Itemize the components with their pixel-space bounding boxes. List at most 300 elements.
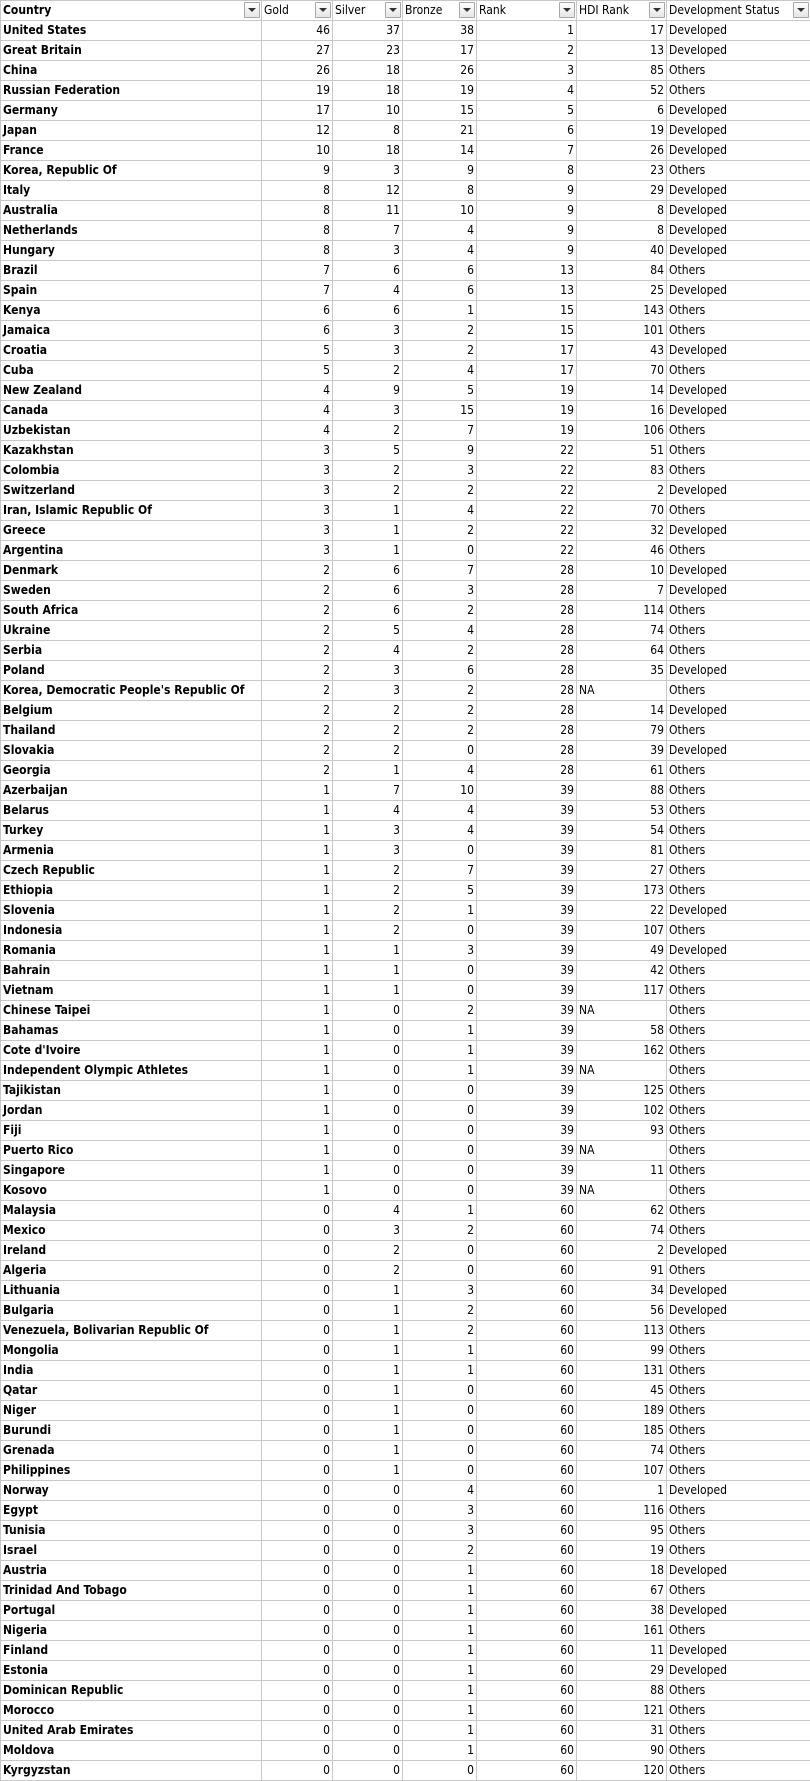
cell-bronze[interactable]: 4	[403, 801, 477, 821]
cell-country[interactable]: Malaysia	[1, 1201, 262, 1221]
cell-hdi-rank[interactable]: 40	[577, 241, 667, 261]
cell-silver[interactable]: 0	[333, 1141, 403, 1161]
cell-hdi-rank[interactable]: 14	[577, 381, 667, 401]
cell-country[interactable]: Great Britain	[1, 41, 262, 61]
cell-silver[interactable]: 3	[333, 401, 403, 421]
cell-bronze[interactable]: 1	[403, 1041, 477, 1061]
cell-hdi-rank[interactable]: 26	[577, 141, 667, 161]
cell-gold[interactable]: 7	[262, 261, 333, 281]
cell-development-status[interactable]: Developed	[667, 241, 810, 261]
cell-development-status[interactable]: Developed	[667, 121, 810, 141]
cell-rank[interactable]: 39	[477, 1161, 577, 1181]
cell-country[interactable]: Hungary	[1, 241, 262, 261]
cell-silver[interactable]: 6	[333, 601, 403, 621]
cell-gold[interactable]: 0	[262, 1501, 333, 1521]
cell-rank[interactable]: 60	[477, 1341, 577, 1361]
cell-rank[interactable]: 6	[477, 121, 577, 141]
cell-silver[interactable]: 0	[333, 1621, 403, 1641]
cell-silver[interactable]: 0	[333, 1161, 403, 1181]
cell-gold[interactable]: 0	[262, 1321, 333, 1341]
cell-rank[interactable]: 60	[477, 1461, 577, 1481]
filter-dropdown-icon[interactable]	[385, 2, 401, 18]
cell-silver[interactable]: 2	[333, 921, 403, 941]
cell-country[interactable]: Colombia	[1, 461, 262, 481]
cell-silver[interactable]: 3	[333, 341, 403, 361]
cell-development-status[interactable]: Developed	[667, 581, 810, 601]
cell-gold[interactable]: 0	[262, 1641, 333, 1661]
cell-country[interactable]: Netherlands	[1, 221, 262, 241]
cell-bronze[interactable]: 3	[403, 941, 477, 961]
cell-country[interactable]: Denmark	[1, 561, 262, 581]
cell-country[interactable]: Jamaica	[1, 321, 262, 341]
cell-hdi-rank[interactable]: 29	[577, 181, 667, 201]
cell-rank[interactable]: 22	[477, 481, 577, 501]
cell-development-status[interactable]: Others	[667, 1221, 810, 1241]
cell-hdi-rank[interactable]: 189	[577, 1401, 667, 1421]
cell-rank[interactable]: 28	[477, 761, 577, 781]
cell-silver[interactable]: 23	[333, 41, 403, 61]
cell-hdi-rank[interactable]: 117	[577, 981, 667, 1001]
cell-hdi-rank[interactable]: 10	[577, 561, 667, 581]
cell-bronze[interactable]: 0	[403, 1461, 477, 1481]
cell-bronze[interactable]: 1	[403, 1641, 477, 1661]
cell-silver[interactable]: 0	[333, 1061, 403, 1081]
filter-dropdown-icon[interactable]	[459, 2, 475, 18]
cell-silver[interactable]: 7	[333, 221, 403, 241]
cell-development-status[interactable]: Others	[667, 1141, 810, 1161]
cell-country[interactable]: Indonesia	[1, 921, 262, 941]
cell-country[interactable]: Georgia	[1, 761, 262, 781]
cell-bronze[interactable]: 7	[403, 421, 477, 441]
cell-gold[interactable]: 0	[262, 1281, 333, 1301]
cell-gold[interactable]: 0	[262, 1381, 333, 1401]
cell-gold[interactable]: 1	[262, 861, 333, 881]
cell-hdi-rank[interactable]: 161	[577, 1621, 667, 1641]
cell-bronze[interactable]: 2	[403, 1541, 477, 1561]
cell-hdi-rank[interactable]: 85	[577, 61, 667, 81]
cell-gold[interactable]: 0	[262, 1441, 333, 1461]
cell-bronze[interactable]: 2	[403, 321, 477, 341]
cell-country[interactable]: Poland	[1, 661, 262, 681]
cell-development-status[interactable]: Others	[667, 1381, 810, 1401]
cell-development-status[interactable]: Others	[667, 1041, 810, 1061]
cell-rank[interactable]: 39	[477, 781, 577, 801]
cell-country[interactable]: Tajikistan	[1, 1081, 262, 1101]
cell-rank[interactable]: 39	[477, 1101, 577, 1121]
cell-silver[interactable]: 0	[333, 1521, 403, 1541]
cell-silver[interactable]: 0	[333, 1761, 403, 1781]
cell-gold[interactable]: 1	[262, 961, 333, 981]
cell-bronze[interactable]: 1	[403, 1061, 477, 1081]
cell-hdi-rank[interactable]: 90	[577, 1741, 667, 1761]
cell-bronze[interactable]: 4	[403, 761, 477, 781]
cell-rank[interactable]: 39	[477, 921, 577, 941]
cell-silver[interactable]: 0	[333, 1181, 403, 1201]
cell-hdi-rank[interactable]: 43	[577, 341, 667, 361]
cell-gold[interactable]: 0	[262, 1521, 333, 1541]
filter-dropdown-icon[interactable]	[559, 2, 575, 18]
cell-rank[interactable]: 15	[477, 321, 577, 341]
cell-gold[interactable]: 3	[262, 441, 333, 461]
cell-development-status[interactable]: Developed	[667, 1561, 810, 1581]
cell-bronze[interactable]: 10	[403, 781, 477, 801]
cell-bronze[interactable]: 4	[403, 361, 477, 381]
cell-rank[interactable]: 39	[477, 941, 577, 961]
cell-hdi-rank[interactable]: 88	[577, 781, 667, 801]
cell-silver[interactable]: 6	[333, 561, 403, 581]
cell-gold[interactable]: 5	[262, 361, 333, 381]
cell-development-status[interactable]: Developed	[667, 141, 810, 161]
cell-bronze[interactable]: 4	[403, 241, 477, 261]
cell-bronze[interactable]: 2	[403, 1001, 477, 1021]
cell-hdi-rank[interactable]: 185	[577, 1421, 667, 1441]
cell-gold[interactable]: 0	[262, 1461, 333, 1481]
cell-rank[interactable]: 22	[477, 541, 577, 561]
cell-gold[interactable]: 2	[262, 641, 333, 661]
cell-bronze[interactable]: 2	[403, 1301, 477, 1321]
cell-gold[interactable]: 2	[262, 561, 333, 581]
cell-country[interactable]: Dominican Republic	[1, 1681, 262, 1701]
cell-bronze[interactable]: 1	[403, 1581, 477, 1601]
cell-silver[interactable]: 3	[333, 321, 403, 341]
cell-rank[interactable]: 1	[477, 21, 577, 41]
cell-rank[interactable]: 39	[477, 981, 577, 1001]
cell-bronze[interactable]: 0	[403, 1441, 477, 1461]
cell-gold[interactable]: 1	[262, 1141, 333, 1161]
cell-country[interactable]: Mongolia	[1, 1341, 262, 1361]
cell-hdi-rank[interactable]: 35	[577, 661, 667, 681]
cell-development-status[interactable]: Others	[667, 801, 810, 821]
cell-country[interactable]: Cote d'Ivoire	[1, 1041, 262, 1061]
cell-bronze[interactable]: 0	[403, 1241, 477, 1261]
cell-country[interactable]: Burundi	[1, 1421, 262, 1441]
cell-silver[interactable]: 0	[333, 1581, 403, 1601]
cell-hdi-rank[interactable]: 131	[577, 1361, 667, 1381]
cell-gold[interactable]: 1	[262, 941, 333, 961]
cell-hdi-rank[interactable]: 74	[577, 621, 667, 641]
cell-gold[interactable]: 2	[262, 681, 333, 701]
cell-country[interactable]: Sweden	[1, 581, 262, 601]
cell-country[interactable]: Japan	[1, 121, 262, 141]
cell-silver[interactable]: 6	[333, 261, 403, 281]
cell-rank[interactable]: 4	[477, 81, 577, 101]
cell-hdi-rank[interactable]: 8	[577, 221, 667, 241]
cell-country[interactable]: Spain	[1, 281, 262, 301]
cell-gold[interactable]: 3	[262, 481, 333, 501]
cell-bronze[interactable]: 0	[403, 1381, 477, 1401]
cell-hdi-rank[interactable]: 74	[577, 1221, 667, 1241]
cell-hdi-rank[interactable]: 8	[577, 201, 667, 221]
cell-rank[interactable]: 39	[477, 1061, 577, 1081]
cell-hdi-rank[interactable]: 106	[577, 421, 667, 441]
cell-country[interactable]: Finland	[1, 1641, 262, 1661]
cell-country[interactable]: Switzerland	[1, 481, 262, 501]
cell-gold[interactable]: 1	[262, 881, 333, 901]
cell-gold[interactable]: 5	[262, 341, 333, 361]
cell-development-status[interactable]: Developed	[667, 401, 810, 421]
cell-development-status[interactable]: Developed	[667, 381, 810, 401]
cell-development-status[interactable]: Others	[667, 321, 810, 341]
cell-bronze[interactable]: 4	[403, 821, 477, 841]
cell-hdi-rank[interactable]: 29	[577, 1661, 667, 1681]
cell-development-status[interactable]: Others	[667, 1621, 810, 1641]
cell-country[interactable]: Bahrain	[1, 961, 262, 981]
cell-hdi-rank[interactable]: 67	[577, 1581, 667, 1601]
cell-hdi-rank[interactable]: 19	[577, 121, 667, 141]
cell-bronze[interactable]: 7	[403, 861, 477, 881]
cell-country[interactable]: Brazil	[1, 261, 262, 281]
cell-rank[interactable]: 28	[477, 581, 577, 601]
cell-hdi-rank[interactable]: 39	[577, 741, 667, 761]
cell-rank[interactable]: 2	[477, 41, 577, 61]
cell-silver[interactable]: 2	[333, 701, 403, 721]
cell-silver[interactable]: 1	[333, 1281, 403, 1301]
cell-silver[interactable]: 18	[333, 141, 403, 161]
cell-development-status[interactable]: Others	[667, 1361, 810, 1381]
cell-silver[interactable]: 1	[333, 1441, 403, 1461]
cell-development-status[interactable]: Others	[667, 1761, 810, 1781]
cell-gold[interactable]: 1	[262, 1081, 333, 1101]
cell-rank[interactable]: 8	[477, 161, 577, 181]
cell-hdi-rank[interactable]: 54	[577, 821, 667, 841]
cell-hdi-rank[interactable]: 31	[577, 1721, 667, 1741]
cell-rank[interactable]: 28	[477, 741, 577, 761]
cell-country[interactable]: Uzbekistan	[1, 421, 262, 441]
cell-hdi-rank[interactable]: 2	[577, 1241, 667, 1261]
cell-development-status[interactable]: Others	[667, 1521, 810, 1541]
cell-development-status[interactable]: Others	[667, 1401, 810, 1421]
cell-gold[interactable]: 1	[262, 841, 333, 861]
cell-development-status[interactable]: Developed	[667, 21, 810, 41]
cell-hdi-rank[interactable]: 11	[577, 1641, 667, 1661]
cell-silver[interactable]: 11	[333, 201, 403, 221]
cell-hdi-rank[interactable]: 56	[577, 1301, 667, 1321]
cell-hdi-rank[interactable]: 22	[577, 901, 667, 921]
cell-gold[interactable]: 27	[262, 41, 333, 61]
cell-rank[interactable]: 28	[477, 601, 577, 621]
cell-development-status[interactable]: Developed	[667, 901, 810, 921]
cell-country[interactable]: Chinese Taipei	[1, 1001, 262, 1021]
cell-development-status[interactable]: Others	[667, 781, 810, 801]
cell-gold[interactable]: 1	[262, 1001, 333, 1021]
cell-bronze[interactable]: 14	[403, 141, 477, 161]
cell-development-status[interactable]: Others	[667, 1081, 810, 1101]
cell-hdi-rank[interactable]: 113	[577, 1321, 667, 1341]
cell-bronze[interactable]: 0	[403, 1761, 477, 1781]
cell-gold[interactable]: 0	[262, 1201, 333, 1221]
cell-country[interactable]: Algeria	[1, 1261, 262, 1281]
cell-development-status[interactable]: Others	[667, 1321, 810, 1341]
cell-gold[interactable]: 6	[262, 301, 333, 321]
cell-hdi-rank[interactable]: 88	[577, 1681, 667, 1701]
cell-hdi-rank[interactable]: 51	[577, 441, 667, 461]
cell-development-status[interactable]: Others	[667, 1161, 810, 1181]
cell-gold[interactable]: 0	[262, 1761, 333, 1781]
cell-rank[interactable]: 39	[477, 821, 577, 841]
cell-rank[interactable]: 13	[477, 261, 577, 281]
cell-gold[interactable]: 0	[262, 1421, 333, 1441]
cell-development-status[interactable]: Developed	[667, 341, 810, 361]
cell-gold[interactable]: 2	[262, 621, 333, 641]
cell-rank[interactable]: 60	[477, 1321, 577, 1341]
cell-silver[interactable]: 10	[333, 101, 403, 121]
cell-bronze[interactable]: 2	[403, 481, 477, 501]
cell-country[interactable]: Egypt	[1, 1501, 262, 1521]
cell-silver[interactable]: 1	[333, 941, 403, 961]
cell-gold[interactable]: 2	[262, 701, 333, 721]
cell-country[interactable]: Germany	[1, 101, 262, 121]
cell-rank[interactable]: 28	[477, 561, 577, 581]
cell-rank[interactable]: 60	[477, 1541, 577, 1561]
cell-country[interactable]: Tunisia	[1, 1521, 262, 1541]
cell-development-status[interactable]: Others	[667, 621, 810, 641]
cell-bronze[interactable]: 17	[403, 41, 477, 61]
cell-country[interactable]: Armenia	[1, 841, 262, 861]
cell-bronze[interactable]: 0	[403, 1421, 477, 1441]
cell-country[interactable]: Bulgaria	[1, 1301, 262, 1321]
cell-hdi-rank[interactable]: 32	[577, 521, 667, 541]
cell-hdi-rank[interactable]: 18	[577, 1561, 667, 1581]
cell-rank[interactable]: 60	[477, 1361, 577, 1381]
cell-country[interactable]: Belarus	[1, 801, 262, 821]
cell-rank[interactable]: 60	[477, 1221, 577, 1241]
cell-hdi-rank[interactable]: 70	[577, 361, 667, 381]
cell-rank[interactable]: 39	[477, 861, 577, 881]
cell-bronze[interactable]: 0	[403, 1261, 477, 1281]
cell-gold[interactable]: 3	[262, 461, 333, 481]
cell-development-status[interactable]: Others	[667, 1341, 810, 1361]
cell-country[interactable]: Puerto Rico	[1, 1141, 262, 1161]
cell-silver[interactable]: 2	[333, 1241, 403, 1261]
cell-bronze[interactable]: 0	[403, 961, 477, 981]
cell-rank[interactable]: 60	[477, 1701, 577, 1721]
cell-silver[interactable]: 8	[333, 121, 403, 141]
cell-bronze[interactable]: 4	[403, 621, 477, 641]
cell-development-status[interactable]: Others	[667, 1741, 810, 1761]
cell-rank[interactable]: 28	[477, 681, 577, 701]
cell-gold[interactable]: 0	[262, 1541, 333, 1561]
cell-gold[interactable]: 0	[262, 1481, 333, 1501]
cell-silver[interactable]: 0	[333, 1681, 403, 1701]
cell-development-status[interactable]: Others	[667, 441, 810, 461]
cell-development-status[interactable]: Developed	[667, 41, 810, 61]
cell-rank[interactable]: 39	[477, 961, 577, 981]
cell-gold[interactable]: 10	[262, 141, 333, 161]
cell-gold[interactable]: 4	[262, 381, 333, 401]
cell-hdi-rank[interactable]: 61	[577, 761, 667, 781]
cell-development-status[interactable]: Others	[667, 761, 810, 781]
cell-bronze[interactable]: 5	[403, 881, 477, 901]
cell-silver[interactable]: 0	[333, 1641, 403, 1661]
cell-silver[interactable]: 2	[333, 361, 403, 381]
cell-gold[interactable]: 0	[262, 1221, 333, 1241]
cell-silver[interactable]: 37	[333, 21, 403, 41]
cell-silver[interactable]: 18	[333, 81, 403, 101]
cell-rank[interactable]: 13	[477, 281, 577, 301]
cell-gold[interactable]: 2	[262, 601, 333, 621]
cell-country[interactable]: Kosovo	[1, 1181, 262, 1201]
cell-hdi-rank[interactable]: 143	[577, 301, 667, 321]
cell-country[interactable]: Slovenia	[1, 901, 262, 921]
cell-bronze[interactable]: 3	[403, 1281, 477, 1301]
cell-development-status[interactable]: Others	[667, 1101, 810, 1121]
cell-country[interactable]: Kazakhstan	[1, 441, 262, 461]
cell-rank[interactable]: 60	[477, 1581, 577, 1601]
cell-silver[interactable]: 3	[333, 161, 403, 181]
cell-rank[interactable]: 60	[477, 1501, 577, 1521]
cell-rank[interactable]: 60	[477, 1621, 577, 1641]
cell-country[interactable]: Jordan	[1, 1101, 262, 1121]
cell-bronze[interactable]: 38	[403, 21, 477, 41]
cell-country[interactable]: Serbia	[1, 641, 262, 661]
cell-gold[interactable]: 1	[262, 781, 333, 801]
cell-country[interactable]: Austria	[1, 1561, 262, 1581]
cell-rank[interactable]: 22	[477, 441, 577, 461]
cell-development-status[interactable]: Others	[667, 841, 810, 861]
cell-bronze[interactable]: 21	[403, 121, 477, 141]
cell-rank[interactable]: 22	[477, 501, 577, 521]
cell-silver[interactable]: 1	[333, 761, 403, 781]
cell-development-status[interactable]: Others	[667, 601, 810, 621]
cell-hdi-rank[interactable]: NA	[577, 1141, 667, 1161]
cell-country[interactable]: Slovakia	[1, 741, 262, 761]
cell-rank[interactable]: 60	[477, 1201, 577, 1221]
cell-hdi-rank[interactable]: 64	[577, 641, 667, 661]
cell-rank[interactable]: 60	[477, 1641, 577, 1661]
cell-silver[interactable]: 1	[333, 1361, 403, 1381]
cell-silver[interactable]: 0	[333, 1101, 403, 1121]
cell-development-status[interactable]: Others	[667, 721, 810, 741]
cell-hdi-rank[interactable]: NA	[577, 1061, 667, 1081]
cell-country[interactable]: Ireland	[1, 1241, 262, 1261]
cell-rank[interactable]: 39	[477, 1141, 577, 1161]
cell-hdi-rank[interactable]: 17	[577, 21, 667, 41]
cell-development-status[interactable]: Developed	[667, 181, 810, 201]
cell-rank[interactable]: 15	[477, 301, 577, 321]
cell-silver[interactable]: 0	[333, 1121, 403, 1141]
cell-development-status[interactable]: Developed	[667, 1241, 810, 1261]
cell-gold[interactable]: 1	[262, 1161, 333, 1181]
cell-country[interactable]: Russian Federation	[1, 81, 262, 101]
cell-bronze[interactable]: 6	[403, 261, 477, 281]
cell-gold[interactable]: 12	[262, 121, 333, 141]
cell-hdi-rank[interactable]: 25	[577, 281, 667, 301]
cell-hdi-rank[interactable]: 2	[577, 481, 667, 501]
cell-development-status[interactable]: Developed	[667, 661, 810, 681]
cell-country[interactable]: Venezuela, Bolivarian Republic Of	[1, 1321, 262, 1341]
cell-silver[interactable]: 0	[333, 1541, 403, 1561]
cell-hdi-rank[interactable]: 16	[577, 401, 667, 421]
cell-development-status[interactable]: Others	[667, 1201, 810, 1221]
cell-development-status[interactable]: Others	[667, 1061, 810, 1081]
cell-hdi-rank[interactable]: NA	[577, 1181, 667, 1201]
cell-hdi-rank[interactable]: 45	[577, 1381, 667, 1401]
cell-hdi-rank[interactable]: 62	[577, 1201, 667, 1221]
cell-rank[interactable]: 39	[477, 841, 577, 861]
cell-development-status[interactable]: Developed	[667, 701, 810, 721]
cell-rank[interactable]: 60	[477, 1521, 577, 1541]
cell-bronze[interactable]: 2	[403, 681, 477, 701]
cell-development-status[interactable]: Developed	[667, 281, 810, 301]
cell-silver[interactable]: 9	[333, 381, 403, 401]
cell-silver[interactable]: 6	[333, 581, 403, 601]
cell-rank[interactable]: 60	[477, 1261, 577, 1281]
cell-development-status[interactable]: Others	[667, 861, 810, 881]
cell-country[interactable]: Trinidad And Tobago	[1, 1581, 262, 1601]
cell-bronze[interactable]: 4	[403, 1481, 477, 1501]
cell-bronze[interactable]: 19	[403, 81, 477, 101]
cell-hdi-rank[interactable]: 38	[577, 1601, 667, 1621]
